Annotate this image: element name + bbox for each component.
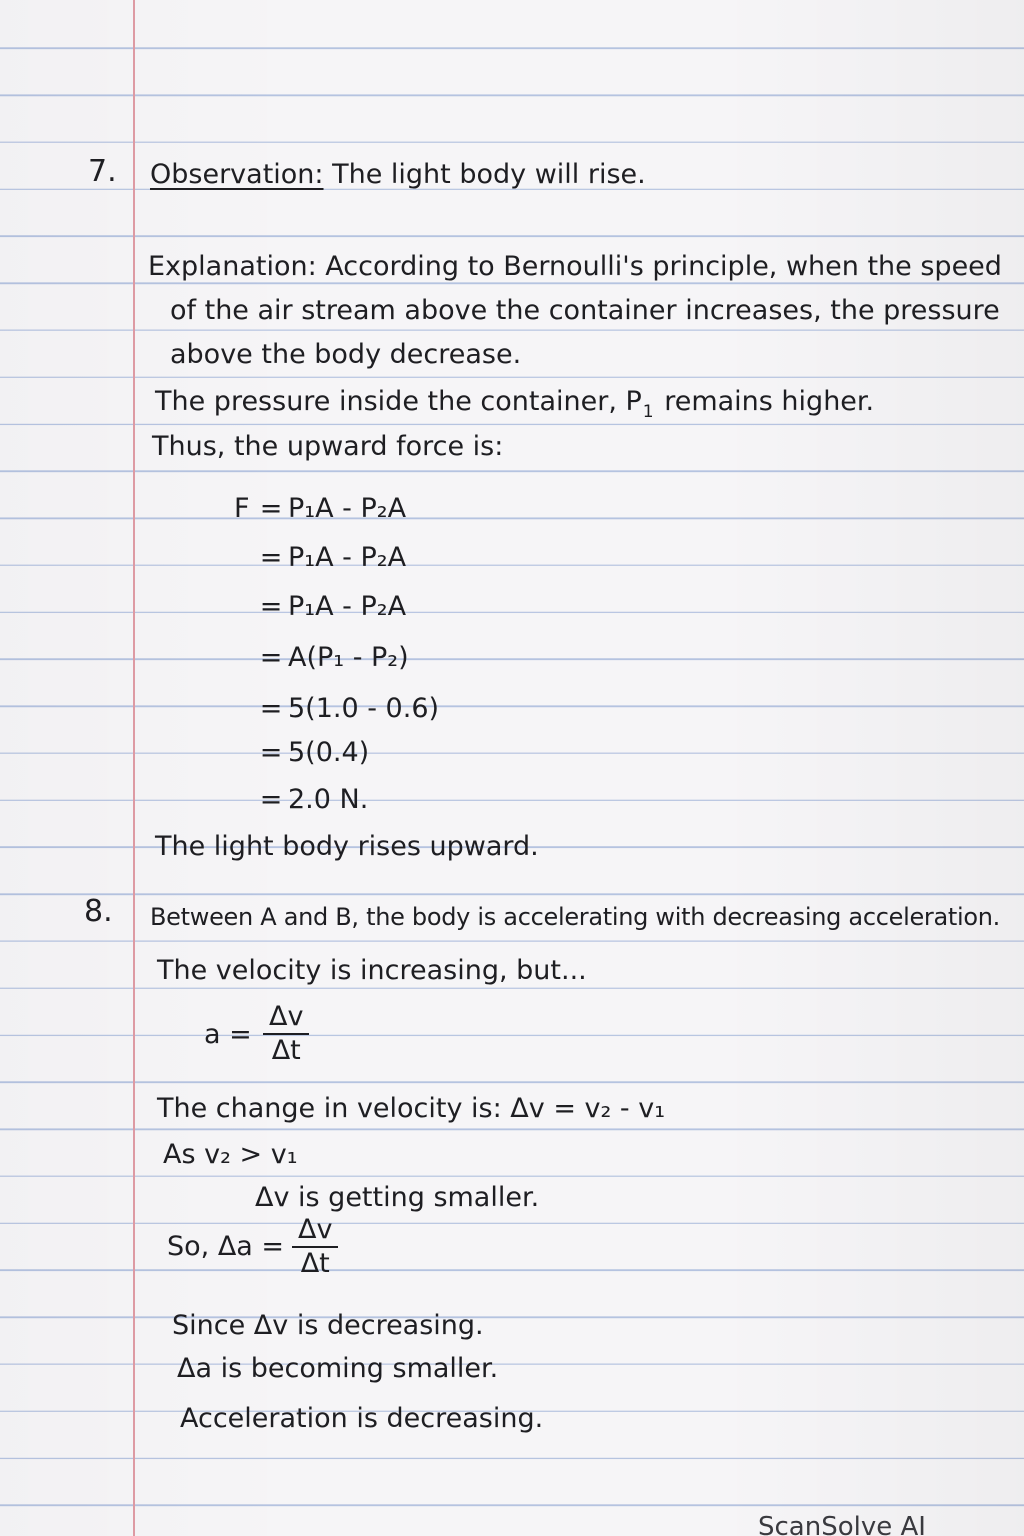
acceleration-fraction: [263, 1001, 309, 1067]
final-line: Acceleration is decreasing.: [180, 1403, 544, 1434]
pressure-line-text-end: remains higher.: [655, 386, 875, 417]
force-symbol: F: [234, 493, 250, 524]
equation-expr: 2.0 N.: [288, 784, 369, 815]
question-number-7: 7.: [88, 154, 117, 189]
change-in-velocity-line: The change in velocity is: Δv = v₂ - v₁: [157, 1093, 666, 1124]
equation-expr: P₁A - P₂A: [288, 493, 407, 524]
q7-conclusion: The light body rises upward.: [155, 831, 539, 862]
since-line: Since Δv is decreasing.: [172, 1310, 484, 1341]
equation-expr: 5(0.4): [288, 737, 370, 768]
equation-line-5: [254, 694, 439, 724]
watermark: ScanSolve AI: [758, 1512, 926, 1536]
equals-sign: =: [259, 591, 283, 622]
q8-line-2: The velocity is increasing, but...: [157, 955, 587, 986]
observation-label: Observation:: [150, 159, 324, 190]
equals-sign: =: [259, 642, 283, 673]
equals-sign: =: [259, 693, 283, 724]
so-delta-a: So, Δa =: [167, 1231, 285, 1262]
thus-line: Thus, the upward force is:: [152, 431, 504, 462]
smaller-line: Δv is getting smaller.: [255, 1182, 540, 1213]
equation-expr: 5(1.0 - 0.6): [288, 693, 440, 724]
fraction-denominator: Δt: [271, 1035, 301, 1066]
explanation-line-1: Explanation: According to Bernoulli's principle, when the speed: [148, 251, 1002, 282]
equals-sign: =: [259, 784, 283, 815]
delta-a-line: Δa is becoming smaller.: [177, 1353, 499, 1384]
fraction-numerator: Δv: [298, 1214, 333, 1245]
equation-line-7: [254, 785, 368, 815]
delta-a-fraction: [292, 1214, 338, 1280]
observation-line: [150, 160, 646, 190]
margin-line: [133, 0, 135, 1536]
as-line: As v₂ > v₁: [163, 1139, 298, 1170]
pressure-line: [155, 387, 874, 420]
observation-text: The light body will rise.: [332, 159, 646, 190]
equation-line-1: [254, 494, 406, 524]
equals-sign: =: [259, 542, 283, 573]
equation-line-3: [254, 592, 406, 622]
equation-expr: A(P₁ - P₂): [288, 642, 409, 673]
fraction-numerator: Δv: [269, 1001, 304, 1032]
equals-sign: =: [259, 737, 283, 768]
equals-sign: =: [259, 493, 283, 524]
equation-expr: P₁A - P₂A: [288, 591, 407, 622]
pressure-subscript: 1: [642, 402, 654, 422]
pressure-line-text: The pressure inside the container, P: [155, 386, 642, 417]
equation-line-4: [254, 643, 409, 673]
explanation-line-2: of the air stream above the container increases, the pressure: [170, 295, 1000, 326]
equation-line-6: [254, 738, 369, 768]
q8-line-1: Between A and B, the body is accelerating with decreasing acceleration.: [150, 903, 1000, 931]
equation-expr: P₁A - P₂A: [288, 542, 407, 573]
question-number-8: 8.: [84, 894, 113, 929]
a-equals: a =: [204, 1019, 252, 1050]
fraction-denominator: Δt: [300, 1248, 330, 1279]
equation-line-2: [254, 543, 406, 573]
explanation-line-3: above the body decrease.: [170, 339, 522, 370]
